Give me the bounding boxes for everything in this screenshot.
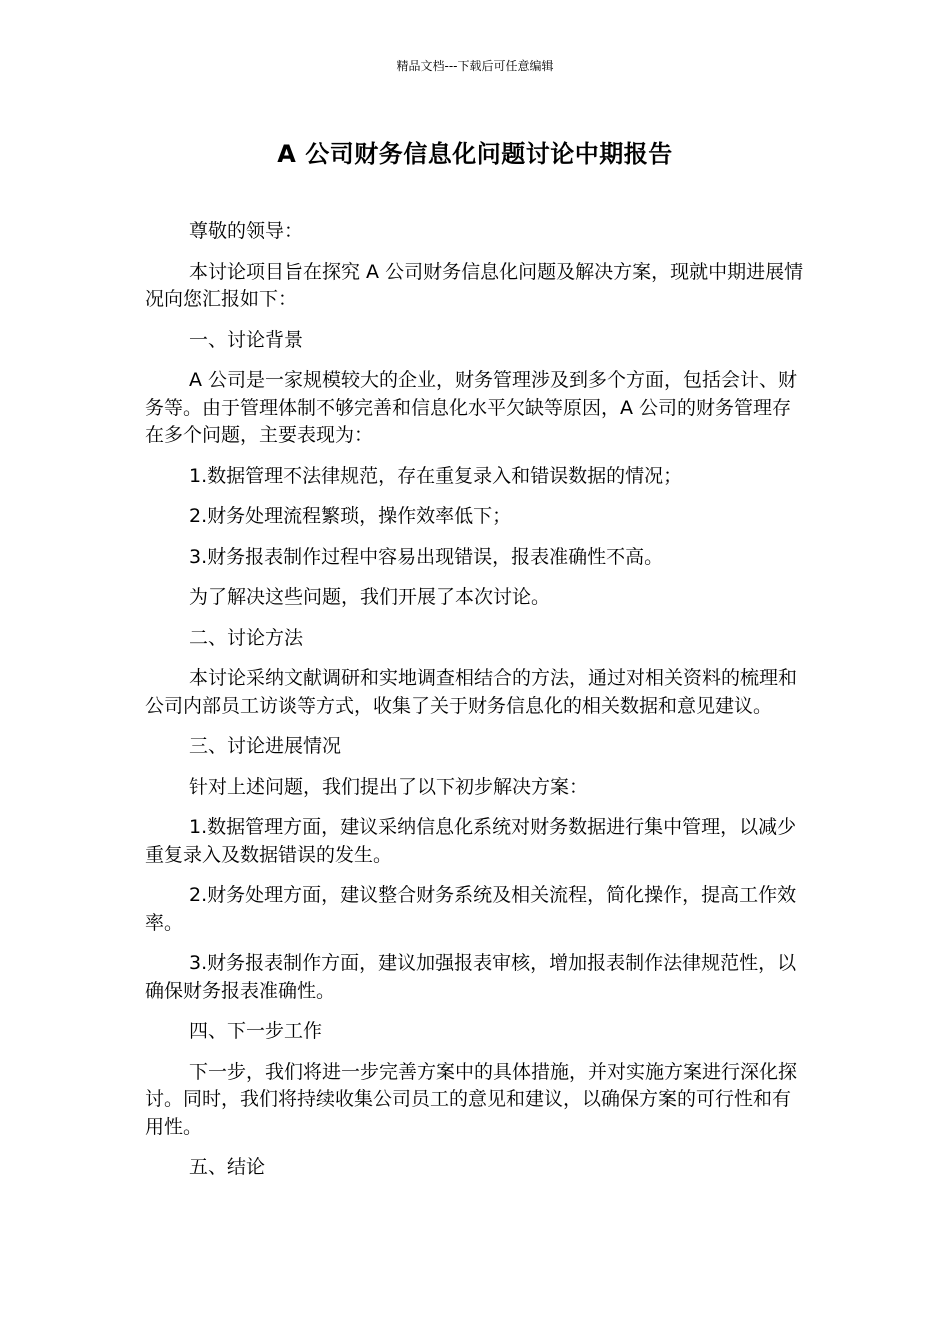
section-heading-5: 五、结论 [189, 1156, 266, 1178]
purpose-paragraph: 为了解决这些问题，我们开展了本次讨论。 [189, 586, 551, 608]
problem-item-3: 3.财务报表制作过程中容易出现错误，报表准确性不高。 [189, 545, 664, 568]
problem-item-2: 2.财务处理流程繁琐，操作效率低下； [189, 505, 512, 527]
background-paragraph: A 公司是一家规模较大的企业，财务管理涉及到多个方面，包括会计、财务等。由于管理体制不够完善和信息化水平欠缺等原因，A 公司的财务管理存在多个问题，主要表现为： [145, 369, 798, 446]
solution-item-2: 2.财务处理方面，建议整合财务系统及相关流程，简化操作，提高工作效率。 [145, 884, 797, 934]
section-heading-1: 一、讨论背景 [189, 328, 304, 351]
document-title: A 公司财务信息化问题讨论中期报告 [277, 140, 673, 168]
solution-item-1: 1.数据管理方面，建议采纳信息化系统对财务数据进行集中管理，以减少重复录入及数据错误的发生。 [145, 816, 797, 866]
page-header: 精品文档---下载后可任意编辑 [396, 59, 554, 73]
document-body [145, 218, 805, 1195]
solution-item-3: 3.财务报表制作方面，建议加强报表审核，增加报表制作法律规范性，以确保财务报表准确性。 [145, 952, 797, 1002]
progress-paragraph: 针对上述问题，我们提出了以下初步解决方案： [189, 775, 589, 798]
section-heading-2: 二、讨论方法 [189, 626, 304, 649]
problem-item-1: 1.数据管理不法律规范，存在重复录入和错误数据的情况； [189, 464, 683, 487]
section-heading-3: 三、讨论进展情况 [189, 735, 342, 757]
intro-paragraph: 本讨论项目旨在探究 A 公司财务信息化问题及解决方案，现就中期进展情况向您汇报如下： [145, 260, 804, 310]
salutation: 尊敬的领导： [189, 220, 304, 242]
next-steps-paragraph: 下一步，我们将进一步完善方案中的具体措施，并对实施方案进行深化探讨。同时，我们将持续收集公司员工的意见和建议，以确保方案的可行性和有用性。 [145, 1060, 798, 1138]
method-paragraph: 本讨论采纳文献调研和实地调查相结合的方法，通过对相关资料的梳理和公司内部员工访谈等方式，收集了关于财务信息化的相关数据和意见建议。 [145, 667, 798, 717]
section-heading-4: 四、下一步工作 [189, 1020, 323, 1042]
